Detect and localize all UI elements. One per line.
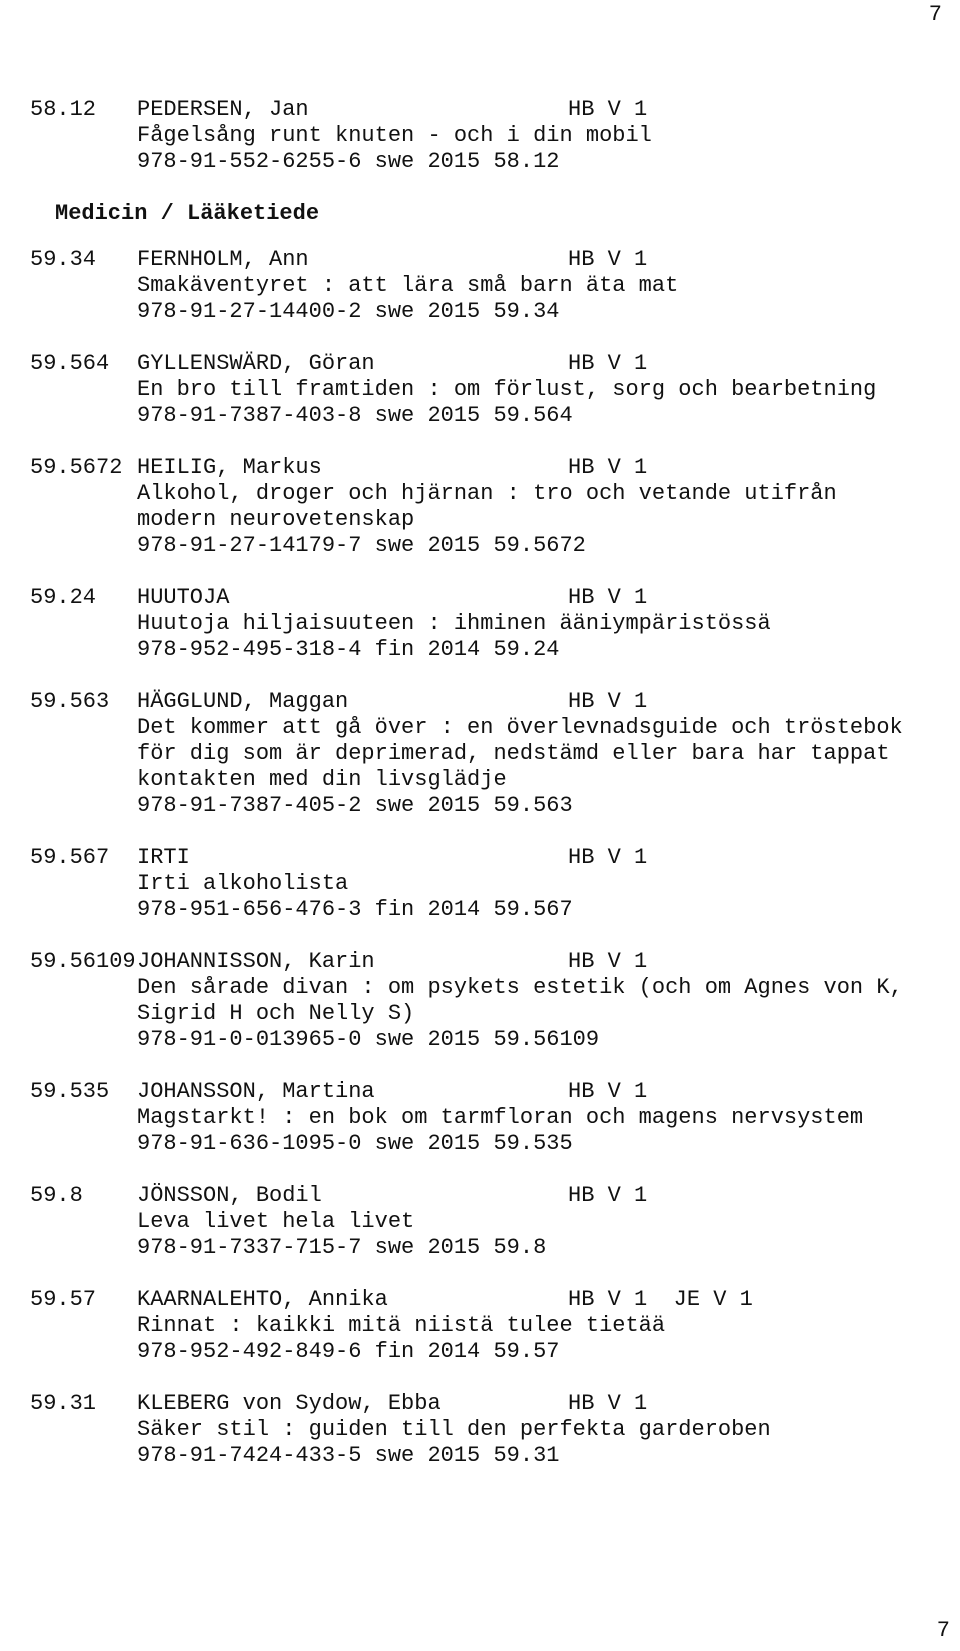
catalog-entry — [30, 1183, 950, 1261]
title-line: Leva livet hela livet — [137, 1209, 415, 1234]
catalog-listing — [30, 97, 950, 1495]
page-number-bottom: 7 — [936, 1618, 950, 1643]
isbn-line: 978-91-7387-403-8 swe 2015 59.564 — [137, 403, 573, 428]
holdings: HB V 1 — [568, 689, 648, 714]
title-line: för dig som är deprimerad, nedstämd eller bara har tappat — [137, 741, 890, 766]
entry-header — [30, 455, 950, 481]
title-line: Den sårade divan : om psykets estetik (och om Agnes von K, — [137, 975, 903, 1000]
entry-header — [30, 1183, 950, 1209]
holdings: HB V 1 — [568, 247, 648, 272]
holdings: HB V 1 — [568, 1391, 648, 1416]
author: IRTI — [137, 845, 190, 870]
holdings: HB V 1 — [568, 455, 648, 480]
first-entries — [30, 97, 950, 175]
catalog-entry — [30, 455, 950, 559]
class-code: 59.57 — [30, 1287, 97, 1312]
title-line: Magstarkt! : en bok om tarmfloran och magens nervsystem — [137, 1105, 864, 1130]
holdings: HB V 1 JE V 1 — [568, 1287, 753, 1312]
isbn-line: 978-91-27-14179-7 swe 2015 59.5672 — [137, 533, 586, 558]
class-code: 59.34 — [30, 247, 97, 272]
author: PEDERSEN, Jan — [137, 97, 309, 122]
catalog-entry — [30, 351, 950, 429]
title-line: Fågelsång runt knuten - och i din mobil — [137, 123, 652, 148]
class-code: 59.56109 — [30, 949, 136, 974]
catalog-entry — [30, 1079, 950, 1157]
title-line: Sigrid H och Nelly S) — [137, 1001, 415, 1026]
page-number-top: 7 — [928, 2, 942, 27]
holdings: HB V 1 — [568, 1183, 648, 1208]
class-code: 59.8 — [30, 1183, 83, 1208]
entries — [30, 247, 950, 1469]
author: HÄGGLUND, Maggan — [137, 689, 349, 714]
catalog-entry — [30, 585, 950, 663]
holdings: HB V 1 — [568, 97, 648, 122]
class-code: 59.5672 — [30, 455, 123, 480]
author: KAARNALEHTO, Annika — [137, 1287, 388, 1312]
holdings: HB V 1 — [568, 1079, 648, 1104]
entry-header — [30, 1287, 950, 1313]
entry-header — [30, 1391, 950, 1417]
isbn-line: 978-91-0-013965-0 swe 2015 59.56109 — [137, 1027, 600, 1052]
title-line: Smakäventyret : att lära små barn äta mat — [137, 273, 679, 298]
entry-header — [30, 845, 950, 871]
title-line: Säker stil : guiden till den perfekta garderoben — [137, 1417, 771, 1442]
isbn-line: 978-91-552-6255-6 swe 2015 58.12 — [137, 149, 560, 174]
entry-header — [30, 585, 950, 611]
catalog-entry — [30, 97, 950, 175]
entry-header — [30, 689, 950, 715]
catalog-entry — [30, 1391, 950, 1469]
entry-header — [30, 97, 950, 123]
author: JOHANSSON, Martina — [137, 1079, 375, 1104]
catalog-entry — [30, 845, 950, 923]
author: JOHANNISSON, Karin — [137, 949, 375, 974]
isbn-line: 978-91-27-14400-2 swe 2015 59.34 — [137, 299, 560, 324]
isbn-line: 978-951-656-476-3 fin 2014 59.567 — [137, 897, 573, 922]
holdings: HB V 1 — [568, 585, 648, 610]
title-line: kontakten med din livsglädje — [137, 767, 507, 792]
title-line: Irti alkoholista — [137, 871, 349, 896]
holdings: HB V 1 — [568, 949, 648, 974]
title-line: Det kommer att gå över : en överlevnadsguide och tröstebok — [137, 715, 903, 740]
holdings: HB V 1 — [568, 845, 648, 870]
class-code: 59.31 — [30, 1391, 97, 1416]
catalog-entry — [30, 1287, 950, 1365]
author: KLEBERG von Sydow, Ebba — [137, 1391, 441, 1416]
class-code: 59.564 — [30, 351, 110, 376]
catalog-entry — [30, 949, 950, 1053]
author: FERNHOLM, Ann — [137, 247, 309, 272]
holdings: HB V 1 — [568, 351, 648, 376]
title-line: Rinnat : kaikki mitä niistä tulee tietää — [137, 1313, 666, 1338]
class-code: 59.567 — [30, 845, 110, 870]
isbn-line: 978-91-636-1095-0 swe 2015 59.535 — [137, 1131, 573, 1156]
isbn-line: 978-952-492-849-6 fin 2014 59.57 — [137, 1339, 560, 1364]
entry-header — [30, 247, 950, 273]
isbn-line: 978-91-7424-433-5 swe 2015 59.31 — [137, 1443, 560, 1468]
author: JÖNSSON, Bodil — [137, 1183, 322, 1208]
title-line: En bro till framtiden : om förlust, sorg och bearbetning — [137, 377, 877, 402]
catalog-entry — [30, 689, 950, 819]
isbn-line: 978-91-7337-715-7 swe 2015 59.8 — [137, 1235, 547, 1260]
title-line: modern neurovetenskap — [137, 507, 415, 532]
title-line: Huutoja hiljaisuuteen : ihminen ääniympäristössä — [137, 611, 771, 636]
author: HUUTOJA — [137, 585, 230, 610]
author: GYLLENSWÄRD, Göran — [137, 351, 375, 376]
class-code: 59.535 — [30, 1079, 110, 1104]
isbn-line: 978-91-7387-405-2 swe 2015 59.563 — [137, 793, 573, 818]
author: HEILIG, Markus — [137, 455, 322, 480]
class-code: 58.12 — [30, 97, 97, 122]
title-line: Alkohol, droger och hjärnan : tro och vetande utifrån — [137, 481, 837, 506]
section-heading: Medicin / Lääketiede — [55, 201, 320, 226]
entry-header — [30, 1079, 950, 1105]
class-code: 59.24 — [30, 585, 97, 610]
entry-header — [30, 351, 950, 377]
isbn-line: 978-952-495-318-4 fin 2014 59.24 — [137, 637, 560, 662]
catalog-entry — [30, 247, 950, 325]
class-code: 59.563 — [30, 689, 110, 714]
entry-header — [30, 949, 950, 975]
